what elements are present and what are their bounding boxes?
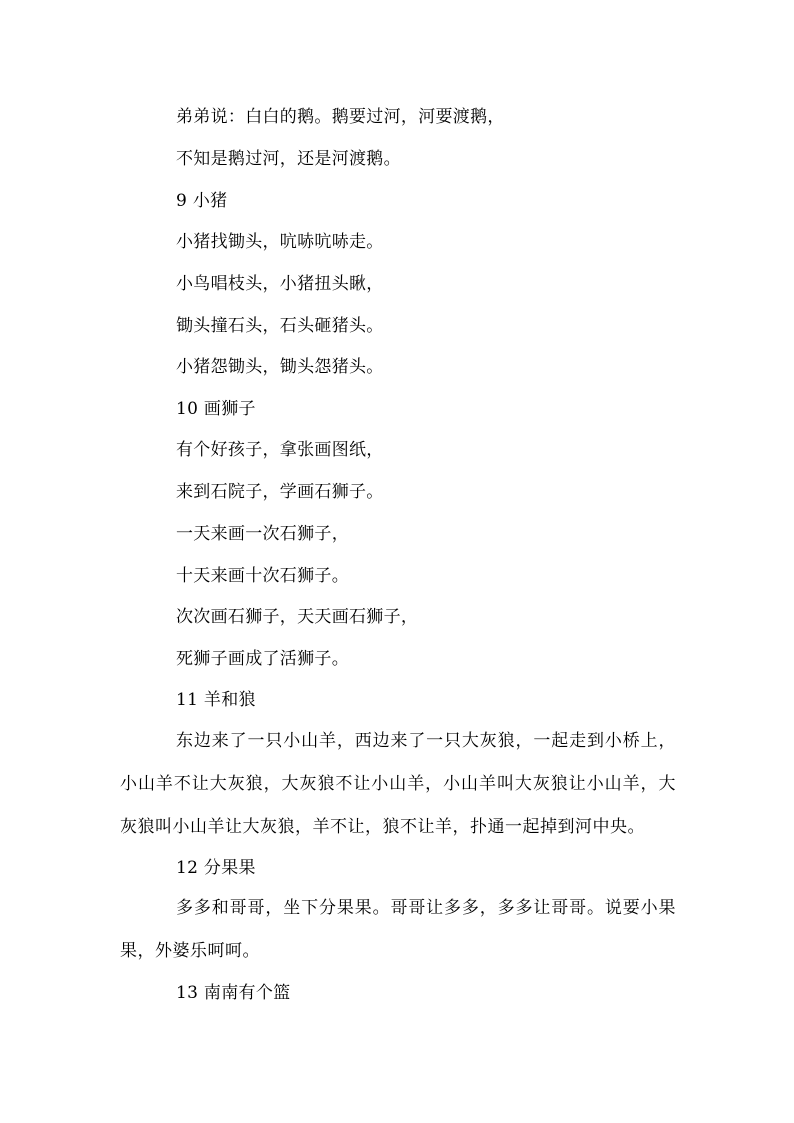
text-line: 来到石院子，学画石狮子。	[176, 482, 384, 502]
text-line: 小猪找锄头，吭哧吭哧走。	[176, 232, 384, 252]
text-line: 一天来画一次石狮子，	[176, 524, 349, 544]
text-line: 次次画石狮子，天天画石狮子，	[176, 607, 419, 627]
section-heading: 10 画狮子	[176, 399, 256, 419]
section-heading: 12 分果果	[176, 858, 256, 878]
section-heading: 13 南南有个篮	[176, 983, 291, 1003]
text-line: 小鸟唱枝头，小猪扭头瞅，	[176, 274, 384, 294]
text-line: 锄头撞石头，石头砸猪头。	[176, 316, 384, 336]
text-line: 弟弟说：白白的鹅。鹅要过河，河要渡鹅，	[176, 107, 505, 127]
text-line: 死狮子画成了活狮子。	[176, 649, 349, 669]
text-line: 十天来画十次石狮子。	[176, 566, 349, 586]
paragraph-fruit: 多多和哥哥，坐下分果果。哥哥让多多，多多让哥哥。说要小果果，外婆乐呵呵。	[120, 898, 676, 961]
text-line: 有个好孩子，拿张画图纸，	[176, 440, 384, 460]
section-heading: 9 小猪	[176, 191, 228, 211]
paragraph-wolf: 东边来了一只小山羊，西边来了一只大灰狼，一起走到小桥上，小山羊不让大灰狼，大灰狼不让小山羊，小山羊叫大灰狼让小山羊，大灰狼叫小山羊让大灰狼，羊不让，狼不让羊，扑通一起掉到河中央。	[120, 731, 676, 837]
section-heading: 11 羊和狼	[176, 690, 256, 710]
text-line: 小猪怨锄头，锄头怨猪头。	[176, 357, 384, 377]
text-line: 不知是鹅过河，还是河渡鹅。	[176, 149, 401, 169]
